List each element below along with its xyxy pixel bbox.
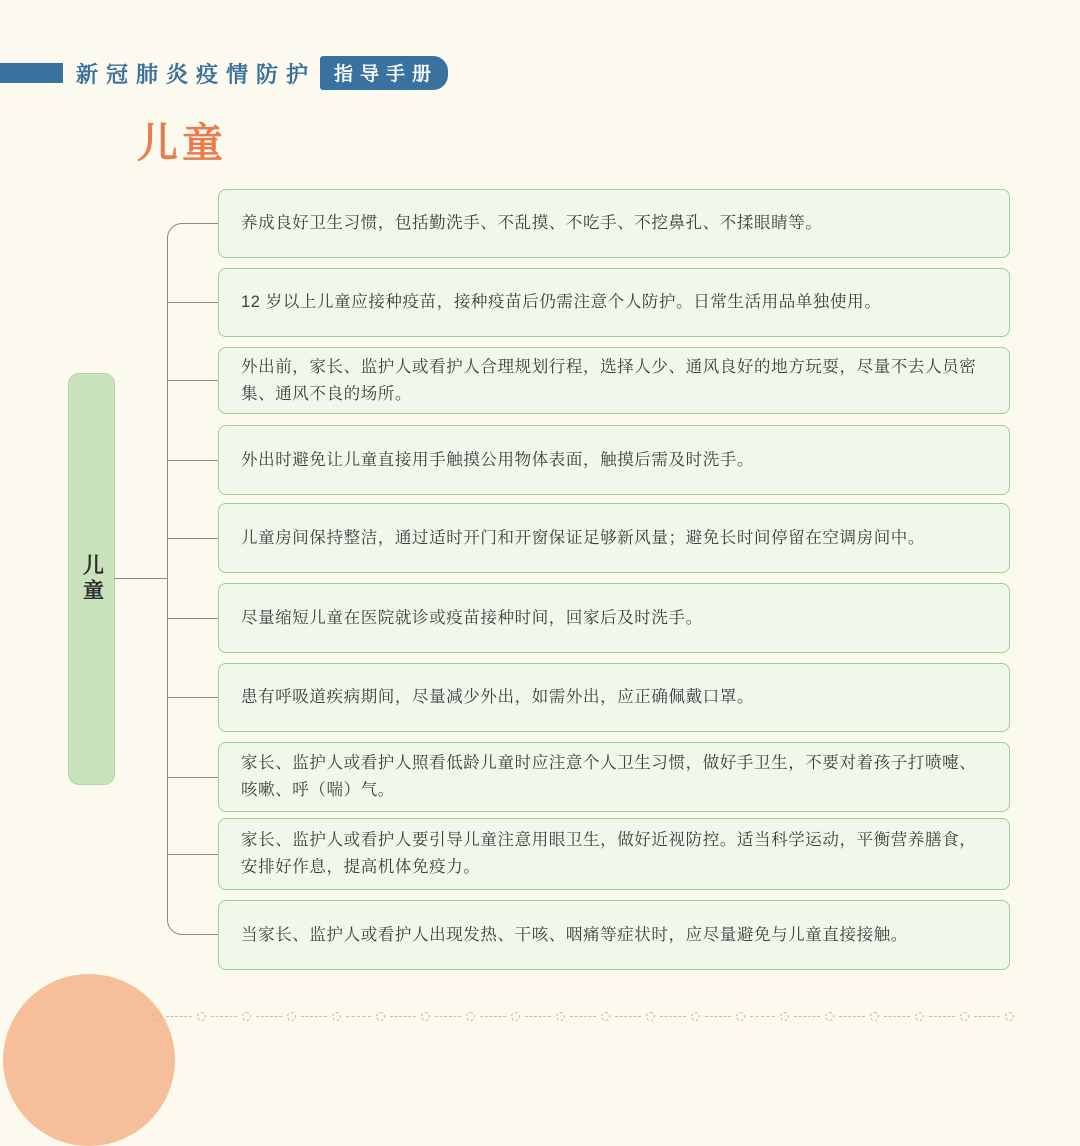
header-accent-bar <box>0 63 63 83</box>
decor-dash <box>480 1016 506 1017</box>
tip-box <box>218 742 1010 812</box>
tip-text: 外出时避免让儿童直接用手触摸公用物体表面，触摸后需及时洗手。 <box>241 450 754 469</box>
branch-line <box>168 777 218 778</box>
decor-dash <box>884 1016 910 1017</box>
decor-dash <box>660 1016 686 1017</box>
tip-text: 外出前，家长、监护人或看护人合理规划行程，选择人少、通风良好的地方玩耍，尽量不去人员密集、通风不良的场所。 <box>241 357 977 403</box>
tip-box <box>218 268 1010 337</box>
decor-dot <box>466 1012 475 1021</box>
tip-box <box>218 503 1010 573</box>
decor-dash <box>705 1016 731 1017</box>
decor-circle <box>3 974 175 1146</box>
tip-box <box>218 425 1010 495</box>
decor-dot <box>870 1012 879 1021</box>
tip-text: 养成良好卫生习惯，包括勤洗手、不乱摸、不吃手、不挖鼻孔、不揉眼睛等。 <box>241 214 823 232</box>
decor-dot <box>780 1012 789 1021</box>
decor-dash <box>615 1016 641 1017</box>
decor-dot <box>511 1012 520 1021</box>
decor-dash <box>839 1016 865 1017</box>
decor-dash <box>570 1016 596 1017</box>
decor-dot <box>376 1012 385 1021</box>
decor-dot <box>915 1012 924 1021</box>
root-node <box>68 373 115 785</box>
decor-dot <box>736 1012 745 1021</box>
header-title: 新冠肺炎疫情防护 <box>76 61 317 87</box>
trunk-elbow-bottom <box>167 917 218 935</box>
tip-box <box>218 900 1010 970</box>
tip-text: 儿童房间保持整洁，通过适时开门和开窗保证足够新风量；避免长时间停留在空调房间中。 <box>241 528 925 547</box>
branch-line <box>168 618 218 619</box>
branch-line <box>168 380 218 381</box>
branch-line <box>168 302 218 303</box>
root-connector-line <box>114 578 167 579</box>
decor-dot <box>152 1012 161 1021</box>
decor-dot <box>287 1012 296 1021</box>
tip-box <box>218 189 1010 258</box>
tip-box <box>218 583 1010 653</box>
decor-dot <box>1005 1012 1014 1021</box>
trunk-elbow-top <box>167 223 218 241</box>
decor-dash <box>390 1016 416 1017</box>
branch-line <box>168 460 218 461</box>
decor-dot <box>691 1012 700 1021</box>
decor-dash <box>929 1016 955 1017</box>
decor-dash <box>974 1016 1000 1017</box>
decor-dot <box>421 1012 430 1021</box>
decor-dot <box>556 1012 565 1021</box>
tip-box <box>218 663 1010 732</box>
decor-dot <box>242 1012 251 1021</box>
branch-line <box>168 854 218 855</box>
tip-text: 12 岁以上儿童应接种疫苗，接种疫苗后仍需注意个人防护。日常生活用品单独使用。 <box>241 293 882 311</box>
header-badge: 指导手册 <box>320 56 448 90</box>
tip-text: 患有呼吸道疾病期间，尽量减少外出，如需外出，应正确佩戴口罩。 <box>241 688 754 706</box>
branch-line <box>168 697 218 698</box>
tip-box <box>218 818 1010 890</box>
decor-dot <box>960 1012 969 1021</box>
decor-dash <box>166 1016 192 1017</box>
tip-text: 家长、监护人或看护人要引导儿童注意用眼卫生，做好近视防控。适当科学运动，平衡营养膳食，安排好作息，提高机体免疫力。 <box>241 831 977 876</box>
decor-dot <box>646 1012 655 1021</box>
decor-dot <box>332 1012 341 1021</box>
header <box>0 58 448 88</box>
decor-dash <box>256 1016 282 1017</box>
trunk-line <box>167 238 168 922</box>
decor-dotted-line <box>152 1010 1014 1022</box>
tip-text: 家长、监护人或看护人照看低龄儿童时应注意个人卫生习惯，做好手卫生，不要对着孩子打喷嚏、咳嗽、呼（喘）气。 <box>241 754 977 799</box>
decor-dot <box>825 1012 834 1021</box>
decor-dot <box>197 1012 206 1021</box>
tip-text: 当家长、监护人或看护人出现发热、干咳、咽痛等症状时，应尽量避免与儿童直接接触。 <box>241 925 908 944</box>
page-title: 儿童 <box>137 120 227 166</box>
decor-dash <box>435 1016 461 1017</box>
root-node-label: 儿童 <box>80 554 104 604</box>
decor-dot <box>601 1012 610 1021</box>
decor-dash <box>750 1016 776 1017</box>
tip-box <box>218 347 1010 414</box>
decor-dash <box>346 1016 372 1017</box>
decor-dash <box>211 1016 237 1017</box>
tip-text: 尽量缩短儿童在医院就诊或疫苗接种时间，回家后及时洗手。 <box>241 608 703 627</box>
branch-line <box>168 538 218 539</box>
decor-dash <box>794 1016 820 1017</box>
decor-dash <box>301 1016 327 1017</box>
decor-dash <box>525 1016 551 1017</box>
